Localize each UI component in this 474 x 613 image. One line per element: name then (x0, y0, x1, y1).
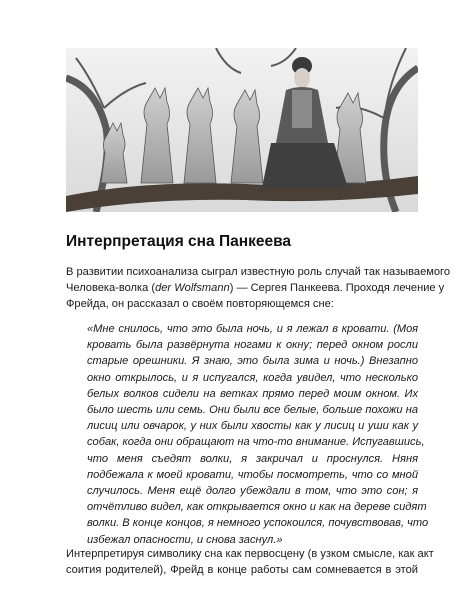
page-title: Интерпретация сна Панкеева (66, 233, 292, 250)
quote-line: волки. В конце концов, я немного успокоился, почувствовав, что (87, 517, 429, 530)
quote-line: было шесть или семь. Они были все белые, больше похожи на (87, 404, 418, 417)
outro-line: Интерпретируя символику сна как первосцену (в узком смысле, как акт (66, 548, 434, 560)
outro-paragraph (66, 546, 434, 578)
intro-paragraph (66, 264, 451, 313)
intro-line-part: Человека-волка ( (66, 282, 156, 295)
intro-line: Фрейда, он рассказал о своём повторяющемся сне: (66, 298, 334, 311)
quote-line: белых волков сидели на ветках прямо перед моим окном. Их (87, 387, 418, 400)
intro-line-part: ) — Сергея Панкеева. Проходя лечение у (229, 282, 445, 295)
quote-line: окно открылось, и я испугался, когда увидел, что несколько (87, 371, 418, 384)
outro-line: соития родителей), Фрейд в конце работы сам сомневается в этой (66, 564, 418, 577)
quote-line: что меня съедят волки, я закричал и проснулся. Няня (87, 452, 418, 465)
intro-line (66, 280, 445, 296)
quote-line: «Мне снилось, что это была ночь, и я лежал в кровати. (Моя (87, 323, 418, 335)
quote-line: собак, когда они обращают на что-то внимание. Испугавшись, (87, 436, 425, 449)
quote-line: случилось. Меня ещё долго убеждали в том, что это сон; я (87, 485, 418, 498)
wolves-drawing (66, 48, 418, 212)
quote-line: отчётливо видел, как открывается окно и как на дереве сидят (87, 501, 427, 514)
intro-line: В развитии психоанализа сыграл известную роль случай так называемого (66, 266, 451, 278)
quote-line: избежал опасности, и снова заснул.» (87, 533, 283, 546)
quote-line: лисиц или овчарок, у них были хвосты как у лисиц и уши как у (87, 420, 418, 433)
wolves-illustration (66, 48, 418, 212)
quote-line: старые орешники. Я знаю, это была зима и ночь.) Внезапно (87, 355, 418, 368)
quote-line: подбежала к моей кровати, чтобы посмотреть, что со мной (87, 468, 418, 481)
dream-quote (87, 321, 429, 548)
intro-term-italic: der Wolfsmann (155, 282, 230, 295)
quote-line: кровать была развёрнута ногами к окну; перед окном росли (87, 339, 418, 352)
